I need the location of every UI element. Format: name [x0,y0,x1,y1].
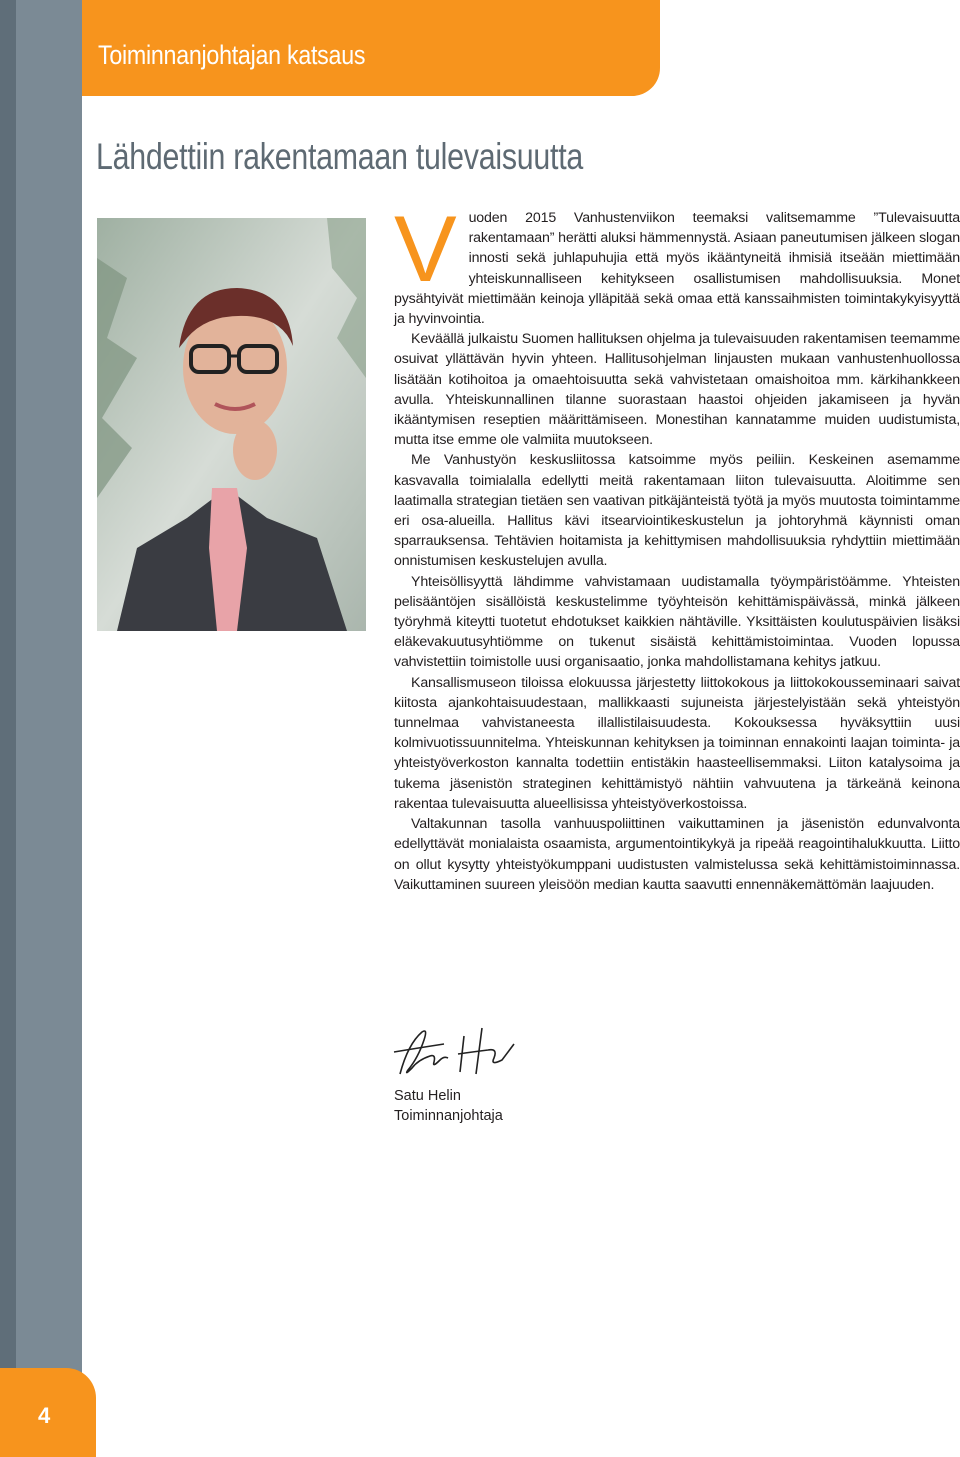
article-body [394,196,960,895]
portrait-photo [97,218,366,631]
article-paragraph: Me Vanhustyön keskusliitossa katsoimme myös peiliin. Keskeinen asemamme kasvavalla toimialalla edellytti meitä rakentamaan liiton tulevaisuutta. Aloitimme sen laatimalla strategian tietäen sen vaativan pitkäjänteistä työtä ja myös muutosta toimintamme eri osa-alueilla. Hallitus kävi itsearviointikeskustelun ja johtoryhmä käynnisti oman sparrauksensa. Tehtävien hoitamista ja kehittymisen mahdollisuuksia ryhdyttiin miettimään onnistumisen keskustelujen avulla. [394,452,960,570]
article-paragraph: Keväällä julkaistu Suomen hallituksen ohjelma ja tulevaisuuden rakentamisen teemamme osuivat yllättävän hyvin yhteen. Hallitusohjelman linjausten mukaan vanhustenhuollossa lisätään kotihoitoa ja omaehtoisuutta sekä vahvistetaan omaishoitoa mm. kärkihankkeen avulla. Yhteiskunnallinen tilanne suorastaan haastoi ohjeiden jakamiseen ja hyvän ikääntymisen reseptien määrittämiseen. Monestihan kannatamme muiden uudistumista, mutta itse emme ole valmiita muutokseen. [394,331,960,449]
article-paragraph: Yhteisöllisyyttä lähdimme vahvistamaan uudistamalla työympäristöämme. Yhteisten pelisääntöjen sisällöistä keskustelimme työyhteisön kehittämispäivässä, minkä jälkeen työryhmä kiteytti tuotetut ehdotukset kaikkien nähtäville. Yksittäisten koulutuspäivien lisäksi eläkevakuutusyhtiömme on tukenut sisäistä kehittämistoimintaa. Vuoden lopussa vahvistettiin toimistolle uusi organisaatio, jonka mahdollistamana kehitys jatkuu. [394,573,960,671]
page-title: Lähdettiin rakentamaan tulevaisuutta [96,136,584,177]
section-title: Toiminnanjohtajan katsaus [98,40,366,70]
signatory-role: Toiminnanjohtaja [394,1108,503,1124]
drop-cap: V [394,196,457,301]
article-paragraph-text: uoden 2015 Vanhustenviikon teemaksi valitsemamme ”Tulevaisuutta rakentamaan” herätti aluksi hämmennystä. Asiaan paneutumisen jälkeen slogan innosti sekä juhlapuhujia että myös ikääntyneitä ihmisiä itseään miettimään yhteiskunnalliseen kehitykseen osallistumisen mahdollisuuksia. Monet pysähtyivät miettimään keinoja ylläpitää sekä omaa että kanssaihmisten toimintakykyisyyttä ja hyvinvointia. [394,210,960,328]
article-paragraph: Kansallismuseon tiloissa elokuussa järjestetty liittokokous ja liittokokousseminaari saivat kiitosta ajankohtaisuudestaan, mallikkaasti sujuneista järjestelyistään sekä yhteistyön tunnelmaa vahvistaneesta illallistilaisuudesta. Kokouksessa hyväksyttiin uusi kolmivuotissuunnitelma. Yhteiskunnan kehityksen ja toiminnan ennakointi laajan toiminta- ja yhteistyöverkoston kannalta todettiin entistäkin haasteellisemmaksi. Liiton katalysoima ja tukema jäsenistön strateginen kehittämistyö nähtiin vahvuutena ja tärkeänä keinona rakentaa tulevaisuutta alueellisissa yhteistyöverkostoissa. [394,674,960,812]
left-sidebar-band [0,0,82,1457]
article-paragraph [394,196,960,329]
handwritten-signature [378,1014,538,1086]
page-number: 4 [38,1403,51,1428]
article-paragraph: Valtakunnan tasolla vanhuuspoliittinen vaikuttaminen ja jäsenistön edunvalvonta edellyttävät monialaista osaamista, argumentointikykyä ja ripeää reagointihalukkuutta. Liitto on ollut kysytty yhteistyökumppani uudistusten valmistelussa sekä kehittämistoiminnassa. Vaikuttaminen suureen yleisöön median kautta saavutti ennennäkemättömän laajuuden. [394,816,960,893]
signatory-name: Satu Helin [394,1088,461,1104]
